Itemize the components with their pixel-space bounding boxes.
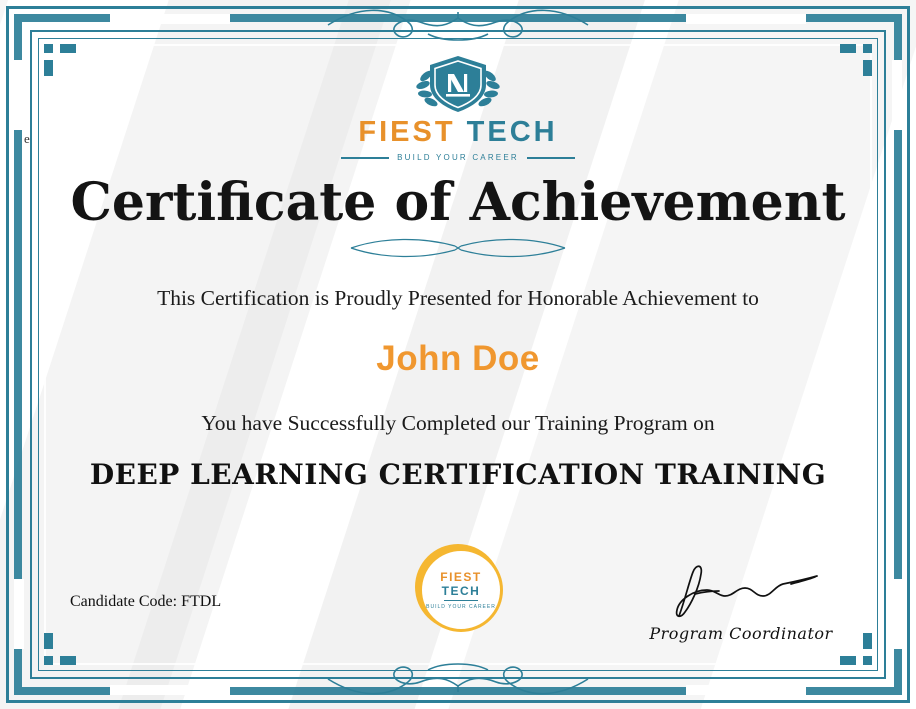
flourish-bottom-icon bbox=[308, 658, 608, 705]
brand-name-first: FIEST bbox=[358, 116, 456, 148]
title-divider-icon bbox=[48, 237, 868, 264]
candidate-code: Candidate Code: FTDL bbox=[70, 593, 222, 610]
stray-character: e bbox=[24, 131, 30, 146]
course-name: DEEP LEARNING CERTIFICATION TRAINING bbox=[89, 457, 827, 491]
gold-seal-icon bbox=[408, 537, 508, 637]
tagline-rule-left bbox=[341, 157, 389, 159]
brand-name-second: TECH bbox=[466, 116, 558, 148]
certificate-title: Certificate of Achievement bbox=[70, 172, 846, 233]
shield-laurel-icon bbox=[48, 52, 868, 114]
certificate-content bbox=[48, 44, 868, 665]
tagline-rule-right bbox=[527, 157, 575, 159]
brand-logo bbox=[48, 52, 868, 162]
handwritten-signature-icon bbox=[641, 560, 841, 622]
certificate-footer bbox=[48, 519, 868, 659]
completed-text: You have Successfully Completed our Training Program on bbox=[201, 410, 715, 435]
seal-brand-first: FIEST bbox=[440, 570, 482, 584]
brand-tagline: BUILD YOUR CAREER bbox=[397, 153, 519, 162]
seal-brand-second: TECH bbox=[441, 584, 481, 598]
seal-tagline: BUILD YOUR CAREER bbox=[426, 604, 496, 610]
signature-title: Program Coordinator bbox=[649, 624, 833, 643]
signature-block bbox=[626, 560, 856, 643]
brand-name bbox=[48, 116, 868, 149]
recipient-name: John Doe bbox=[376, 338, 540, 378]
presented-text: This Certification is Proudly Presented for Honorable Achievement to bbox=[157, 285, 759, 310]
